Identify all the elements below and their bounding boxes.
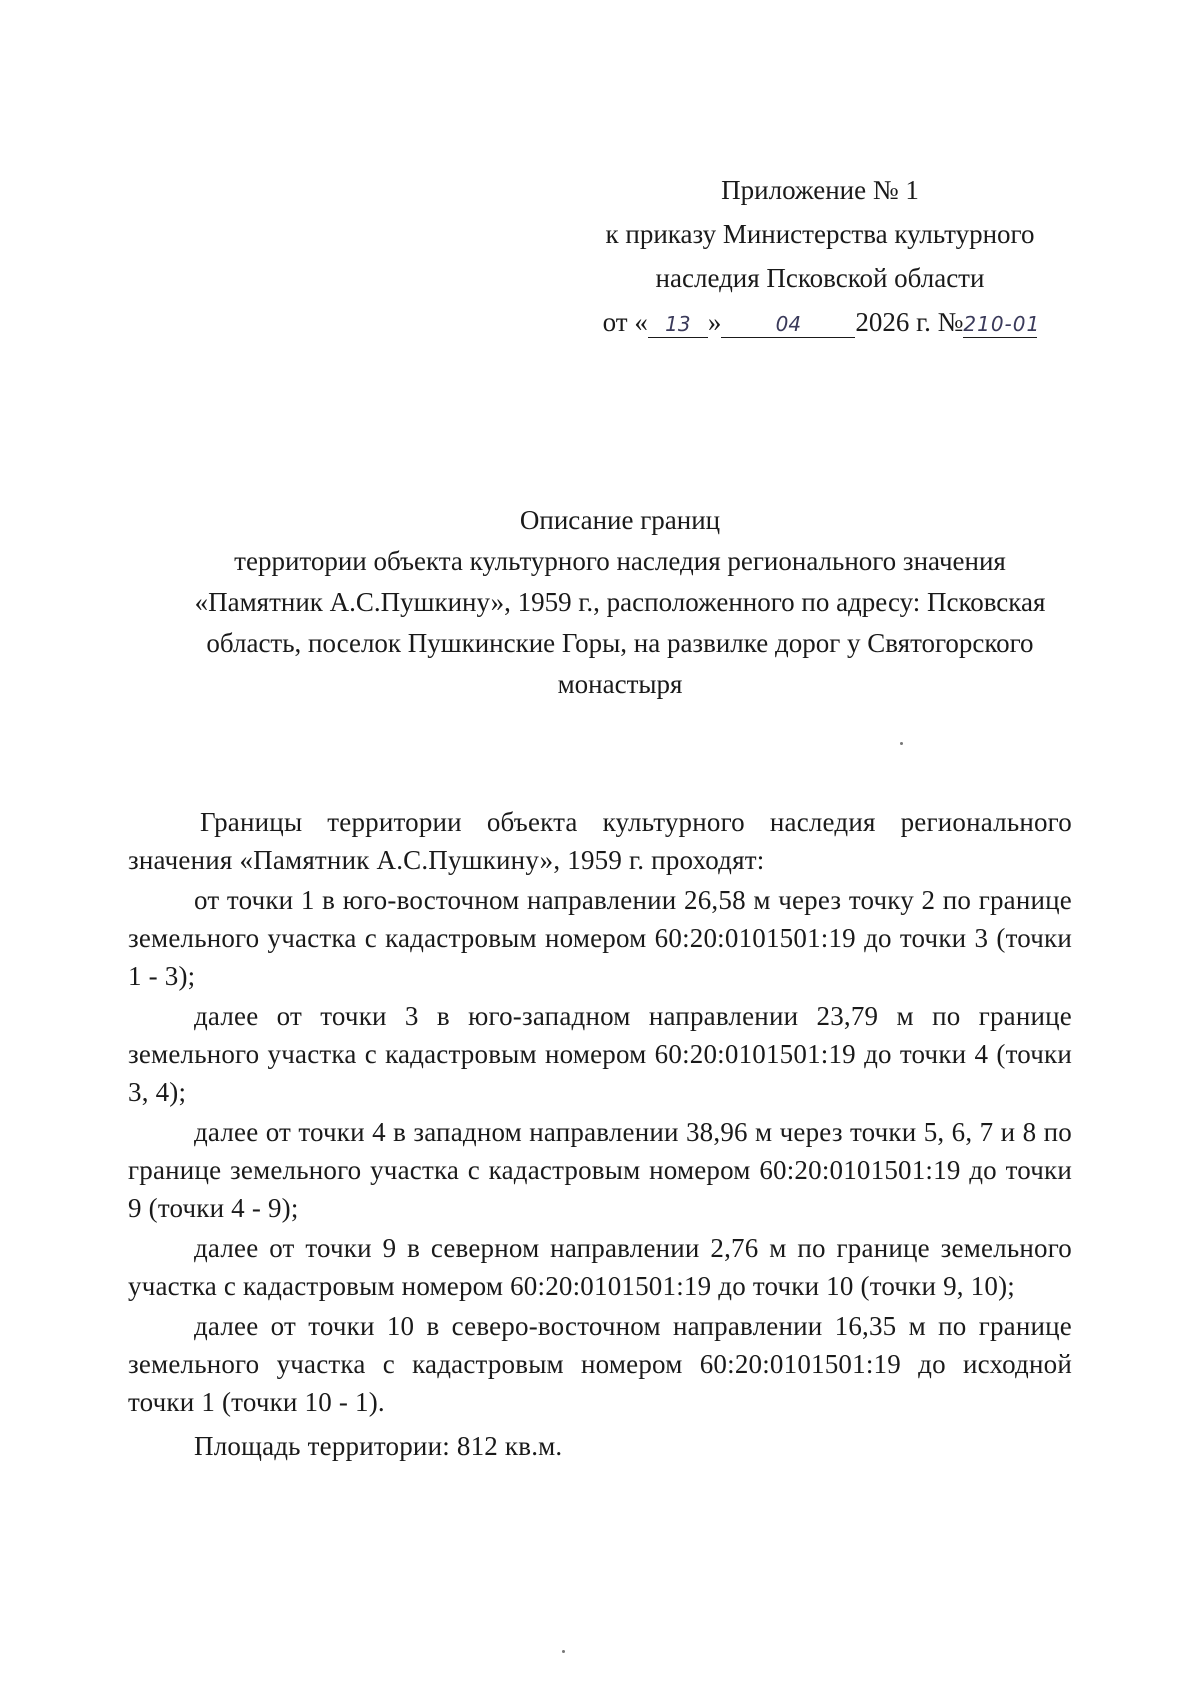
boundary-segment: далее от точки 9 в северном направлении 2,76 м по границе земельного участка с кадастровым номером 60:20:0101501:19 до точки 10 (точки 9, 10); (128, 1233, 1072, 1301)
boundary-segment: от точки 1 в юго-восточном направлении 26,58 м через точку 2 по границе земельного участка с кадастровым номером 60:20:0101501:19 до точки 3 (точки 1 - 3); (128, 885, 1072, 991)
boundary-segment: далее от точки 4 в западном направлении 38,96 м через точки 5, 6, 7 и 8 по границе земельного участка с кадастровым номером 60:20:0101501:19 до точки 9 (точки 4 - 9); (128, 1117, 1072, 1223)
scan-speck (562, 1650, 565, 1653)
title-line: «Памятник А.С.Пушкину», 1959 г., расположенного по адресу: Псковская (194, 587, 1046, 617)
date-prefix: от « (602, 307, 648, 337)
handwritten-month: 04 (721, 311, 855, 338)
appendix-header (560, 168, 1080, 344)
territory-area: Площадь территории: 812 кв.м. (194, 1431, 563, 1461)
ministry-name: наследия Псковской области (655, 263, 985, 293)
title-line: область, поселок Пушкинские Горы, на развилке дорог у Святогорского (206, 628, 1034, 658)
appendix-number: Приложение № 1 (721, 175, 919, 205)
handwritten-day: 13 (648, 311, 708, 338)
order-date-line (560, 300, 1080, 344)
boundary-segment: далее от точки 3 в юго-западном направлении 23,79 м по границе земельного участка с кадастровым номером 60:20:0101501:19 до точки 4 (точки 3, 4); (128, 1001, 1072, 1107)
document-title (140, 500, 1100, 705)
boundary-segment: далее от точки 10 в северо-восточном направлении 16,35 м по границе земельного участка с кадастровым номером 60:20:0101501:19 до исходной точки 1 (точки 10 - 1). (128, 1311, 1072, 1417)
order-reference: к приказу Министерства культурного (605, 219, 1035, 249)
document-body (128, 803, 1072, 1467)
handwritten-order-number: 210-01 (963, 312, 1041, 336)
intro-paragraph: Границы территории объекта культурного наследия регионального значения «Памятник А.С.Пушкину», 1959 г. проходят: (128, 807, 1072, 875)
date-mid: » (707, 307, 722, 337)
title-line: Описание границ (519, 505, 721, 535)
date-year: 2026 г. № (855, 307, 964, 337)
scan-speck (900, 742, 903, 745)
title-line: монастыря (557, 669, 683, 699)
title-line: территории объекта культурного наследия регионального значения (234, 546, 1006, 576)
